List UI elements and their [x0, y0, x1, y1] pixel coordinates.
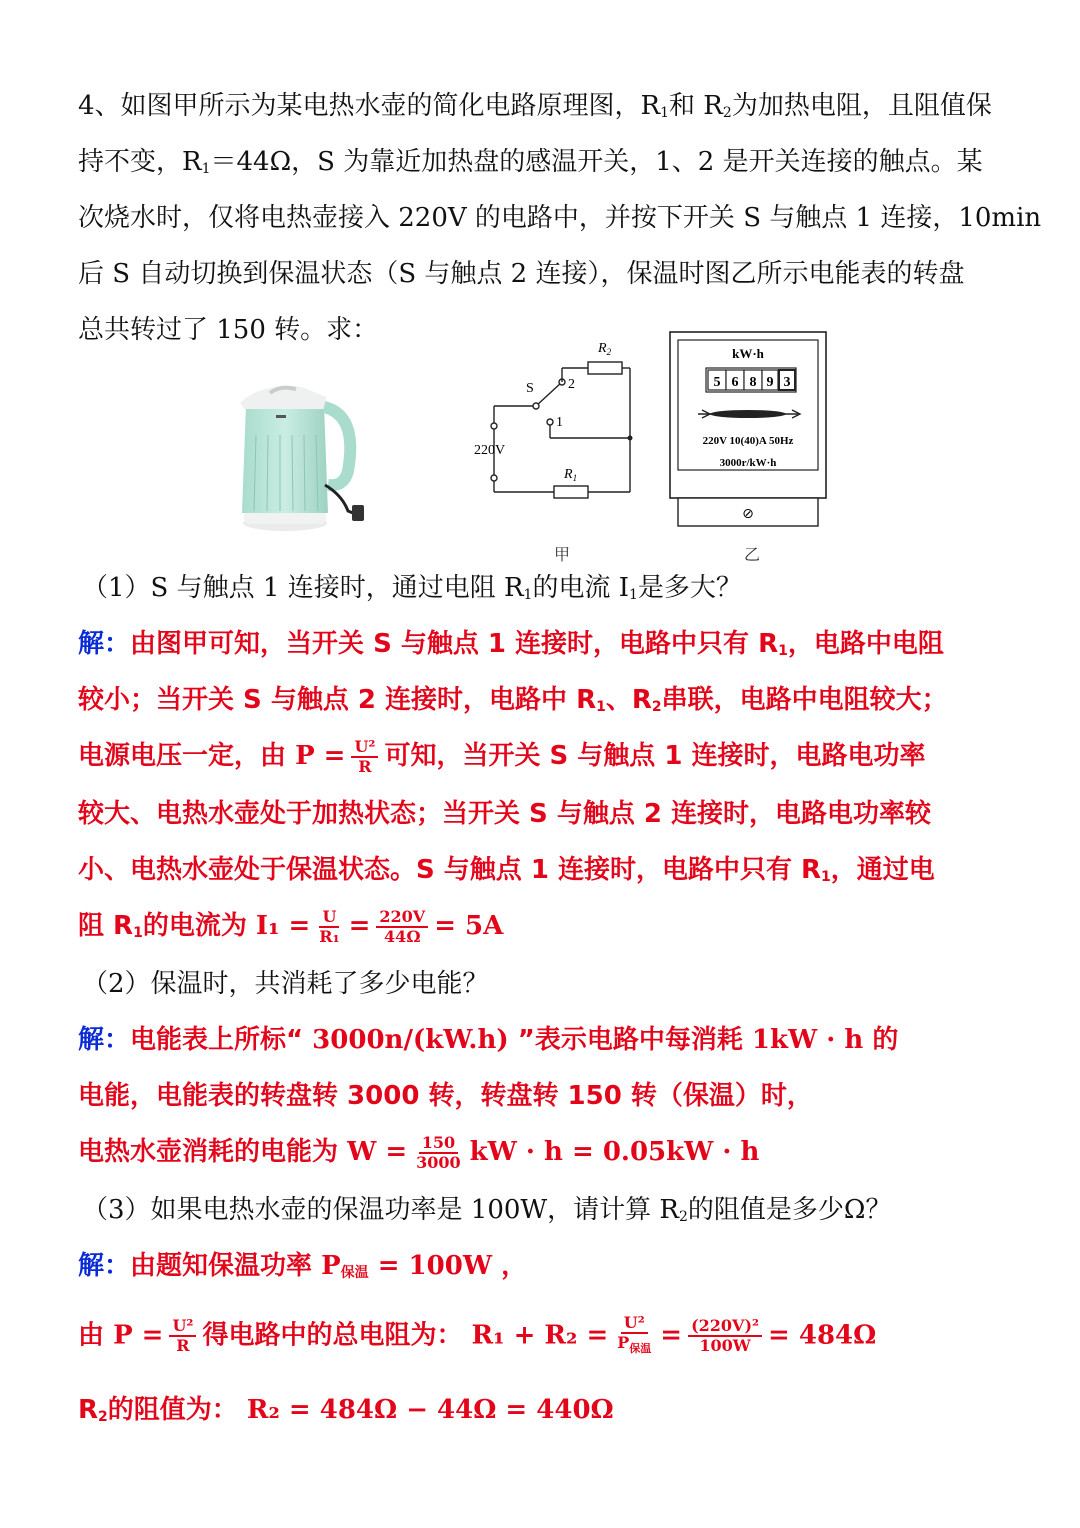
- q1-answer-line-3: 电源电压一定，由 P = $\frac{\text{U²}}{R}$ 可知，当开关 S 与触点 1 连接时，电路电功率: [78, 736, 926, 776]
- q1-answer-line-5: 小、电热水壶处于保温状态。S 与触点 1 连接时，电路中只有 $R_1$，通过电: [78, 855, 935, 885]
- problem-line-2: 持不变，$R_1=44\Omega$，S 为靠近加热盘的感温开关，1、2 是开关连接的触点。某: [78, 147, 983, 177]
- meter-digit-1: 5: [713, 375, 721, 390]
- q2-answer-line-2: 电能，电能表的转盘转 3000 转，转盘转 150 转（保温）时，: [78, 1081, 813, 1111]
- energy-formula: $\frac{150}{3000}$: [416, 1132, 461, 1172]
- voltage-label: 220V: [474, 443, 506, 458]
- problem-line-1: 4、如图甲所示为某电热水壶的简化电路原理图，$R_1$和 $R_2$为加热电阻，且阻值保: [78, 91, 992, 121]
- meter-digit-3: 8: [749, 375, 757, 390]
- q1-answer-line-6: 阻 $R_1$的电流为 I₁ = $\frac{U}{\text{R₁}}$ = $\frac{220V}{44\Omega}$ = 5A: [78, 906, 504, 946]
- s-label: S: [526, 381, 534, 396]
- q1-answer-line-4: 较大、电热水壶处于加热状态；当开关 S 与触点 2 连接时，电路电功率较: [78, 799, 932, 829]
- q2-question: （2）保温时，共消耗了多少电能？: [82, 969, 489, 999]
- meter-knob-icon: ⊘: [742, 506, 754, 522]
- q1-question: （1）S 与触点 1 连接时，通过电阻 $R_1$的电流 $I_1$是多大？: [82, 573, 742, 603]
- caption-yi: 乙: [744, 545, 761, 564]
- q3-answer-line-3: $R_2$的阻值为： R₂ = 484Ω − 44Ω = 440Ω: [78, 1395, 614, 1425]
- q2-answer-line-3: 电热水壶消耗的电能为 W = $\frac{150}{3000}$ kW · h = 0.05kW · h: [78, 1132, 760, 1172]
- current-formula-1: $\frac{U}{\text{R₁}}$: [319, 906, 340, 946]
- q2-answer-line-1: 解：电能表上所标“ 3000n/(kW.h) ”表示电路中每消耗 1kW · h 的: [78, 1025, 899, 1055]
- meter-spec: 220V 10(40)A 50Hz: [702, 435, 794, 447]
- meter-rate: 3000r/kW·h: [719, 457, 777, 469]
- contact-1: 1: [556, 415, 563, 430]
- problem-line-5: 总共转过了 150 转。求：: [78, 315, 379, 345]
- meter-digit-5: 3: [783, 375, 791, 390]
- q3-question: （3）如果电热水壶的保温功率是 100W，请计算 $R_2$的阻值是多少Ω？: [82, 1195, 892, 1225]
- r1-label: $R_1$: [564, 467, 578, 483]
- q1-answer-line-2: 较小；当开关 S 与触点 2 连接时，电路中 $R_1$、$R_2$串联，电路中电阻较大；: [78, 685, 948, 715]
- power-formula: $\frac{\text{U²}}{R}$: [351, 738, 378, 776]
- q1-answer-line-1: 解：由图甲可知，当开关 S 与触点 1 连接时，电路中只有 $R_1$，电路中电阻: [78, 629, 944, 659]
- problem-line-4: 后 S 自动切换到保温状态（S 与触点 2 连接），保温时图乙所示电能表的转盘: [78, 259, 965, 289]
- contact-2: 2: [568, 377, 575, 392]
- meter-unit: kW·h: [732, 346, 764, 361]
- q3-answer-line-2: 由 P = $\frac{\text{U²}}{R}$ 得电路中的总电阻为： R₁ + R₂ = $\frac{\text{U²}}{P_{保温}}$ = $\frac{\text{(220V)²}}{100W}$ = 484Ω: [78, 1314, 1020, 1358]
- energy-meter: [668, 330, 828, 530]
- r2-label: $R_2$: [598, 341, 612, 357]
- power-formula-2: $\frac{\text{U²}}{R}$: [169, 1317, 196, 1355]
- circuit-diagram: [470, 330, 650, 510]
- current-formula-2: $\frac{220V}{44\Omega}$: [376, 908, 428, 946]
- meter-digit-4: 9: [766, 375, 774, 390]
- problem-line-3: 次烧水时，仅将电热壶接入 220V 的电路中，并按下开关 S 与触点 1 连接，10min: [78, 203, 1042, 233]
- q3-answer-line-1: 解：由题知保温功率 $P_{保温} = 100W$ ，: [78, 1251, 528, 1281]
- resistance-formula-1: $\frac{\text{U²}}{P_{保温}}$: [617, 1313, 652, 1356]
- meter-digit-2: 6: [731, 375, 739, 390]
- resistance-formula-2: $\frac{\text{(220V)²}}{100W}$: [688, 1317, 762, 1355]
- kettle-image: [230, 375, 370, 535]
- caption-jia: 甲: [554, 545, 571, 564]
